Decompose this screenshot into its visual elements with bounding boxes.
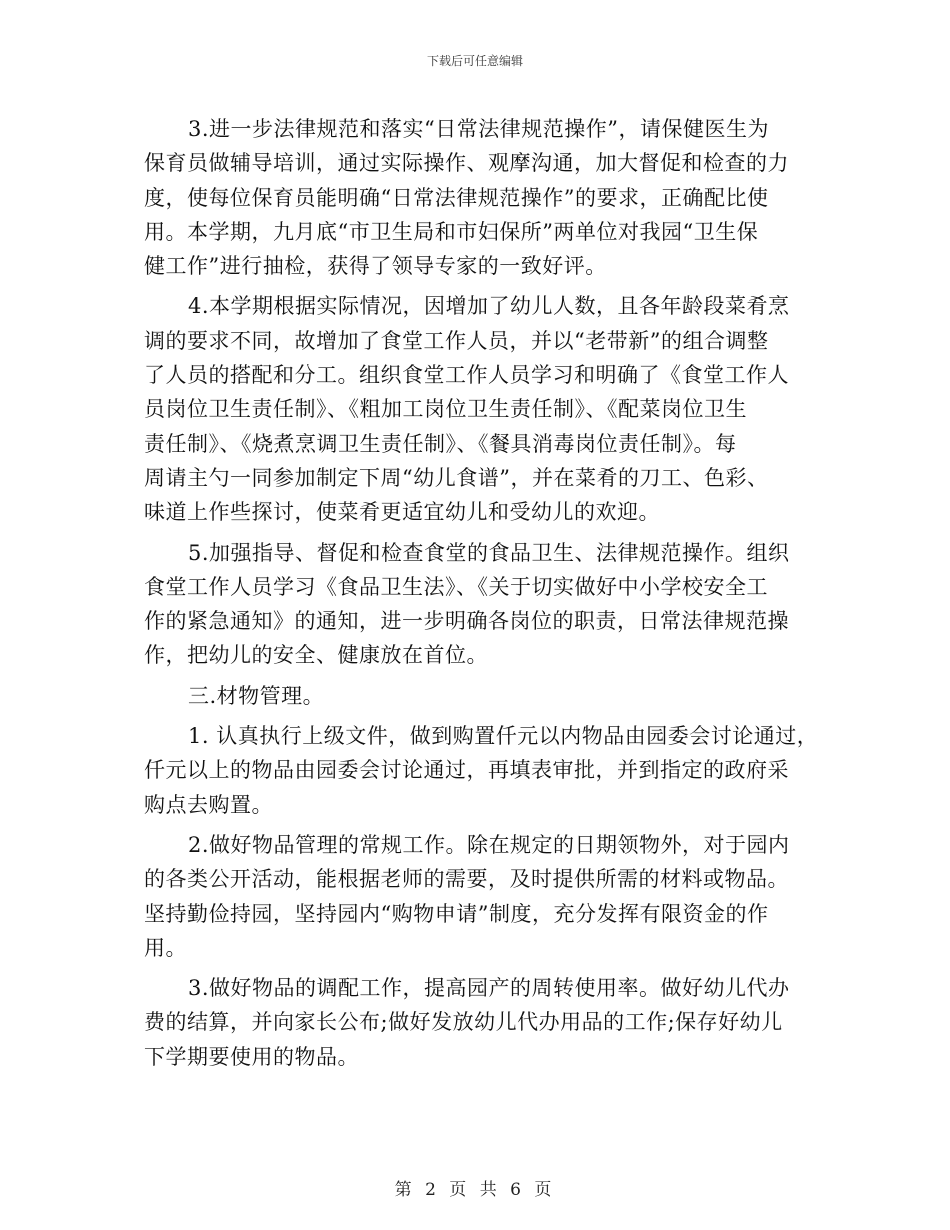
paragraph-purchasing xyxy=(144,719,824,822)
text-line: 保育员做辅导培训，通过实际操作、观摩沟通，加大督促和检查的力 xyxy=(144,151,789,176)
text-line: 责任制》、《烧煮烹调卫生责任制》、《餐具消毒岗位责任制》。每 xyxy=(144,431,737,456)
paragraph-allocation xyxy=(144,971,824,1074)
section-heading-materials xyxy=(144,679,824,713)
text-line: 下学期要使用的物品。 xyxy=(144,1044,359,1069)
text-line: 度，使每位保育员能明确“日常法律规范操作”的要求，正确配比使 xyxy=(144,185,769,210)
text-line: 费的结算，并向家长公布;做好发放幼儿代办用品的工作;保存好幼儿 xyxy=(144,1010,783,1035)
text-line: 员岗位卫生责任制》、《粗加工岗位卫生责任制》、《配菜岗位卫生 xyxy=(144,397,747,422)
text-line: 坚持勤俭持园，坚持园内“购物申请”制度，充分发挥有限资金的作 xyxy=(144,901,769,926)
text-line: 用。本学期，九月底“市卫生局和市妇保所”两单位对我园“卫生保 xyxy=(144,219,759,244)
text-line: 健工作”进行抽检，获得了领导专家的一致好评。 xyxy=(144,254,607,279)
text-line: 的各类公开活动，能根据老师的需要，及时提供所需的材料或物品。 xyxy=(144,867,789,892)
header-note: 下载后可任意编辑 xyxy=(426,54,523,68)
document-body xyxy=(144,112,824,1080)
text-line: 1. 认真执行上级文件，做到购置仟元以内物品由园委会讨论通过， xyxy=(188,724,819,749)
text-line: 4.本学期根据实际情况，因增加了幼儿人数，且各年龄段菜肴烹 xyxy=(188,294,790,319)
text-line: 作的紧急通知》的通知，进一步明确各岗位的职责，日常法律规范操 xyxy=(144,609,789,634)
text-line: 了人员的搭配和分工。组织食堂工作人员学习和明确了《食堂工作人 xyxy=(144,363,789,388)
text-line: 作，把幼儿的安全、健康放在首位。 xyxy=(144,643,488,668)
text-line: 味道上作些探讨，使菜肴更适宜幼儿和受幼儿的欢迎。 xyxy=(144,500,660,525)
paragraph-food-safety xyxy=(144,536,824,673)
text-line: 仟元以上的物品由园委会讨论通过，再填表审批，并到指定的政府采 xyxy=(144,758,789,783)
page-number: 第 2 页 共 6 页 xyxy=(394,1180,556,1200)
paragraph-hygiene-training xyxy=(144,112,824,283)
text-line: 2.做好物品管理的常规工作。除在规定的日期领物外，对于园内 xyxy=(188,832,790,857)
paragraph-item-management xyxy=(144,828,824,965)
text-line: 5.加强指导、督促和检查食堂的食品卫生、法律规范操作。组织 xyxy=(188,540,790,565)
text-line: 食堂工作人员学习《食品卫生法》、《关于切实做好中小学校安全工 xyxy=(144,574,768,599)
text-line: 调的要求不同，故增加了食堂工作人员，并以“老带新”的组合调整 xyxy=(144,328,769,353)
text-line: 3.做好物品的调配工作，提高园产的周转使用率。做好幼儿代办 xyxy=(188,976,790,1001)
text-line: 周请主勺一同参加制定下周“幼儿食谱”，并在菜肴的刀工、色彩、 xyxy=(144,465,769,490)
paragraph-canteen-staff xyxy=(144,289,824,529)
text-line: 三.材物管理。 xyxy=(188,683,325,708)
text-line: 购点去购置。 xyxy=(144,792,273,817)
text-line: 3.进一步法律规范和落实“日常法律规范操作”，请保健医生为 xyxy=(188,117,770,141)
text-line: 用。 xyxy=(144,935,187,960)
